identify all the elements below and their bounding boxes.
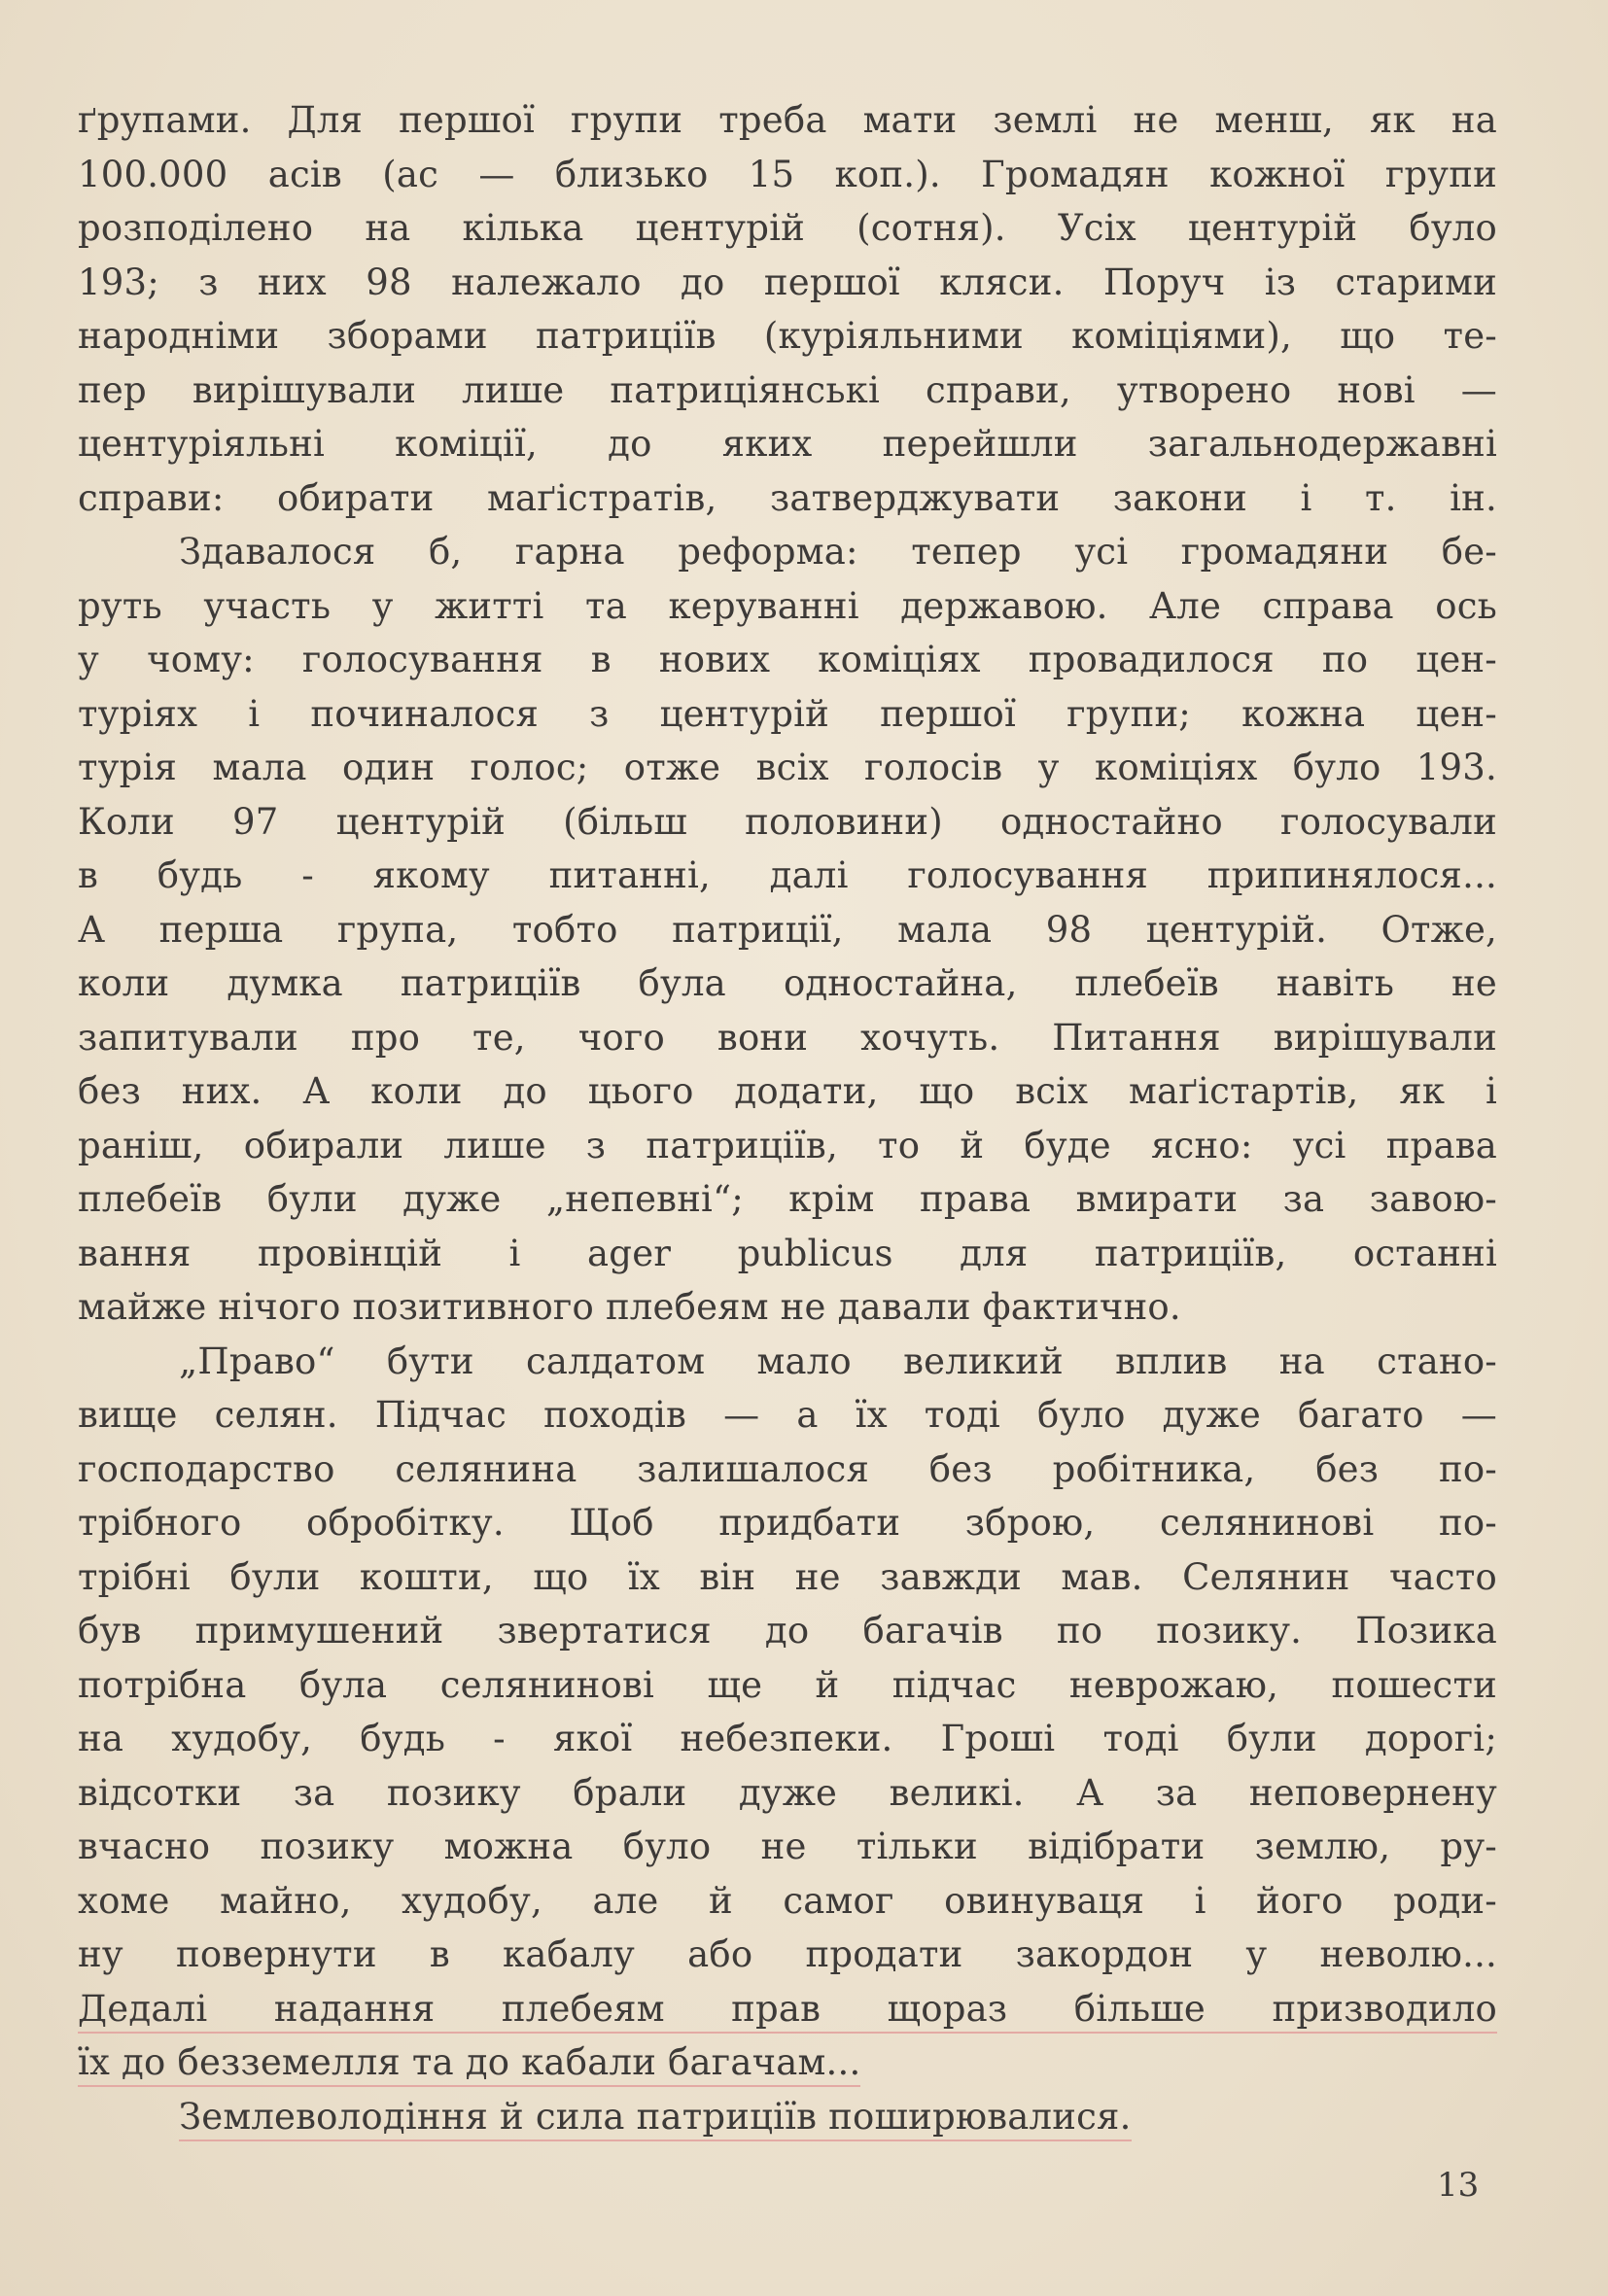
text-line [78, 1388, 1497, 1443]
text-line-content: господарство селянина залишалося без робітника, без по- [78, 1447, 1497, 1490]
text-line-content: їх до безземелля та до кабали багачам... [78, 2041, 860, 2087]
text-line [78, 795, 1497, 850]
text-line-content: центуріяльні коміції, до яких перейшли загальнодержавні [78, 423, 1497, 465]
text-line-content: А перша група, тобто патриції, мала 98 центурій. Отже, [78, 908, 1497, 951]
text-line [78, 1928, 1497, 1982]
text-line [78, 1550, 1497, 1605]
text-line [78, 201, 1497, 256]
text-line [78, 1712, 1497, 1766]
text-line [78, 1064, 1497, 1119]
text-line [78, 1496, 1497, 1550]
text-line [78, 1766, 1497, 1821]
text-line-content: раніш, обирали лише з патриціїв, то й буде ясно: усі права [78, 1124, 1497, 1166]
text-line [78, 364, 1497, 418]
text-line [78, 256, 1497, 310]
text-line [78, 1011, 1497, 1065]
text-line-content: Дедалі надання плебеям прав щораз більше призводило [78, 1988, 1497, 2034]
text-line [78, 1658, 1497, 1713]
text-line-content: відсотки за позику брали дуже великі. А за неповернену [78, 1771, 1497, 1814]
text-line-content: був примушений звертатися до багачів по позику. Позика [78, 1610, 1497, 1652]
text-line-content: вання провінцій і ager publicus для патриціїв, останні [78, 1232, 1497, 1274]
text-line-content: трібні були кошти, що їх він не завжди мав. Селянин часто [78, 1555, 1497, 1598]
text-line [78, 687, 1497, 742]
text-line-content: пер вирішували лише патриціянські справи, утворено нові — [78, 368, 1497, 411]
text-line-content: вчасно позику можна було не тільки відібрати землю, ру- [78, 1826, 1497, 1867]
text-line-content: народніми зборами патриціїв (куріяльними коміціями), що те- [78, 315, 1497, 357]
text-line [78, 579, 1497, 634]
text-line-content: хоме майно, худобу, але й самог овинуваця і його роди- [78, 1879, 1497, 1922]
text-line-content: коли думка патриціїв була одностайна, плебеїв навіть не [78, 962, 1497, 1004]
text-line [78, 1280, 1497, 1335]
text-line-content: туріях і починалося з центурій першої групи; кожна цен- [78, 692, 1497, 735]
text-line [78, 1443, 1497, 1497]
text-line [78, 93, 1497, 148]
text-line [78, 1604, 1497, 1658]
text-line-content: ну повернути в кабалу або продати закордон у неволю... [78, 1933, 1497, 1975]
text-line-content: Землеволодіння й сила патриціїв поширювалися. [179, 2096, 1132, 2141]
text-line [78, 1335, 1497, 1389]
text-line-content: ґрупами. Для першої групи треба мати землі не менш, як на [78, 99, 1497, 141]
text-line [78, 2090, 1497, 2144]
text-line [78, 1982, 1497, 2036]
text-line-content: Здавалося б, гарна реформа: тепер усі громадяни бе- [179, 531, 1497, 573]
text-line [78, 1227, 1497, 1281]
text-line [78, 148, 1497, 202]
text-line-content: в будь - якому питанні, далі голосування припинялося... [78, 854, 1497, 896]
text-line [78, 741, 1497, 795]
text-line [78, 1820, 1497, 1874]
text-line-content: Коли 97 центурій (більш половини) одностайно голосували [78, 800, 1497, 843]
text-line [78, 309, 1497, 364]
text-line [78, 525, 1497, 579]
text-line-content: трібного обробітку. Щоб придбати зброю, селянинові по- [78, 1502, 1497, 1544]
text-line-content: „Право“ бути салдатом мало великий вплив на стано- [179, 1339, 1497, 1382]
text-line [78, 957, 1497, 1011]
text-line-content: 193; з них 98 належало до першої кляси. Поруч із старими [78, 261, 1497, 303]
text-line [78, 2035, 1497, 2090]
text-line-content: на худобу, будь - якої небезпеки. Гроші тоді були дорогі; [78, 1718, 1497, 1759]
page-text [78, 93, 1497, 2143]
text-line-content: вище селян. Підчас походів — а їх тоді було дуже багато — [78, 1394, 1497, 1436]
text-line-content: справи: обирати маґістратів, затверджувати закони і т. ін. [78, 476, 1497, 519]
text-line-content: запитували про те, чого вони хочуть. Питання вирішували [78, 1016, 1497, 1059]
text-line-content: майже нічого позитивного плебеям не давали фактично. [78, 1286, 1181, 1328]
text-line-content: 100.000 асів (ас — близько 15 коп.). Громадян кожної групи [78, 153, 1497, 195]
text-line-content: турія мала один голос; отже всіх голосів у коміціях було 193. [78, 747, 1497, 788]
text-line-content: без них. А коли до цього додати, що всіх маґістартів, як і [78, 1070, 1497, 1112]
text-line [78, 1119, 1497, 1173]
text-line-content: потрібна була селянинові ще й підчас неврожаю, пошести [78, 1663, 1497, 1706]
text-line [78, 633, 1497, 687]
text-line [78, 903, 1497, 957]
text-line [78, 1874, 1497, 1929]
text-line-content: розподілено на кілька центурій (сотня). Усіх центурій було [78, 207, 1497, 249]
page-number: 13 [1437, 2166, 1480, 2205]
text-line [78, 849, 1497, 903]
text-line-content: плебеїв були дуже „непевні“; крім права вмирати за завою- [78, 1178, 1497, 1220]
text-line [78, 471, 1497, 526]
text-line-content: у чому: голосування в нових коміціях провадилося по цен- [78, 639, 1497, 680]
text-line [78, 1172, 1497, 1227]
text-line [78, 417, 1497, 471]
text-line-content: руть участь у житті та керуванні державою. Але справа ось [78, 584, 1497, 627]
